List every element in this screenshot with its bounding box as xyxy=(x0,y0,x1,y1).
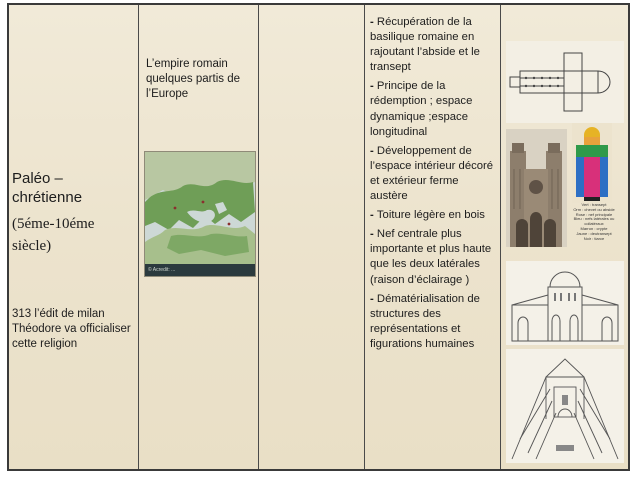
list-item: - Nef centrale plus importante et plus haute que les deux latérales (raison d’éclairage ) xyxy=(370,228,492,286)
empire-text: L’empire romain quelques partis de l’Europe xyxy=(146,58,240,100)
map-caption: © Acredit: ... xyxy=(145,264,255,276)
basilica-floor-plan xyxy=(506,41,624,123)
color-coded-plan-diagram xyxy=(572,123,612,203)
list-item: - Dématérialisation de structures des représentations et figurations humaines xyxy=(370,292,480,350)
nave-interior-drawing xyxy=(506,349,624,463)
cathedral-photo xyxy=(506,129,567,247)
era-title: Paléo – chrétienne xyxy=(12,170,83,206)
characteristics-list xyxy=(370,15,498,356)
basilica-cross-section xyxy=(506,261,624,345)
list-item: - Récupération de la basilique romaine en rajoutant l’abside et le transept xyxy=(370,16,480,74)
list-item: - Principe de la rédemption ; espace dynamique ;espace longitudinal xyxy=(370,80,473,138)
list-item: - Toiture légère en bois xyxy=(370,209,485,222)
list-item: - Développement de l’espace intérieur décoré et extérieur ferme austère xyxy=(370,144,494,203)
map-drawing xyxy=(145,152,255,276)
roman-empire-map xyxy=(144,151,256,277)
era-period: (5éme-10éme siècle) xyxy=(12,216,95,254)
era-column xyxy=(9,5,139,469)
era-table xyxy=(7,3,630,471)
empire-column xyxy=(139,5,259,469)
diagram-legend: Vert : transept Orm : chevet ou abside Rose : nef principale Bleu : nefs latérales ou collatéraux Marron : crypte Jaune : deutransept Noir : tiarce xyxy=(573,202,615,241)
illustrations-column xyxy=(501,5,630,469)
empty-column xyxy=(259,5,365,469)
edict-text: 313 l’édit de milan Théodore va officialiser cette religion xyxy=(12,308,131,350)
characteristics-column xyxy=(365,5,501,469)
